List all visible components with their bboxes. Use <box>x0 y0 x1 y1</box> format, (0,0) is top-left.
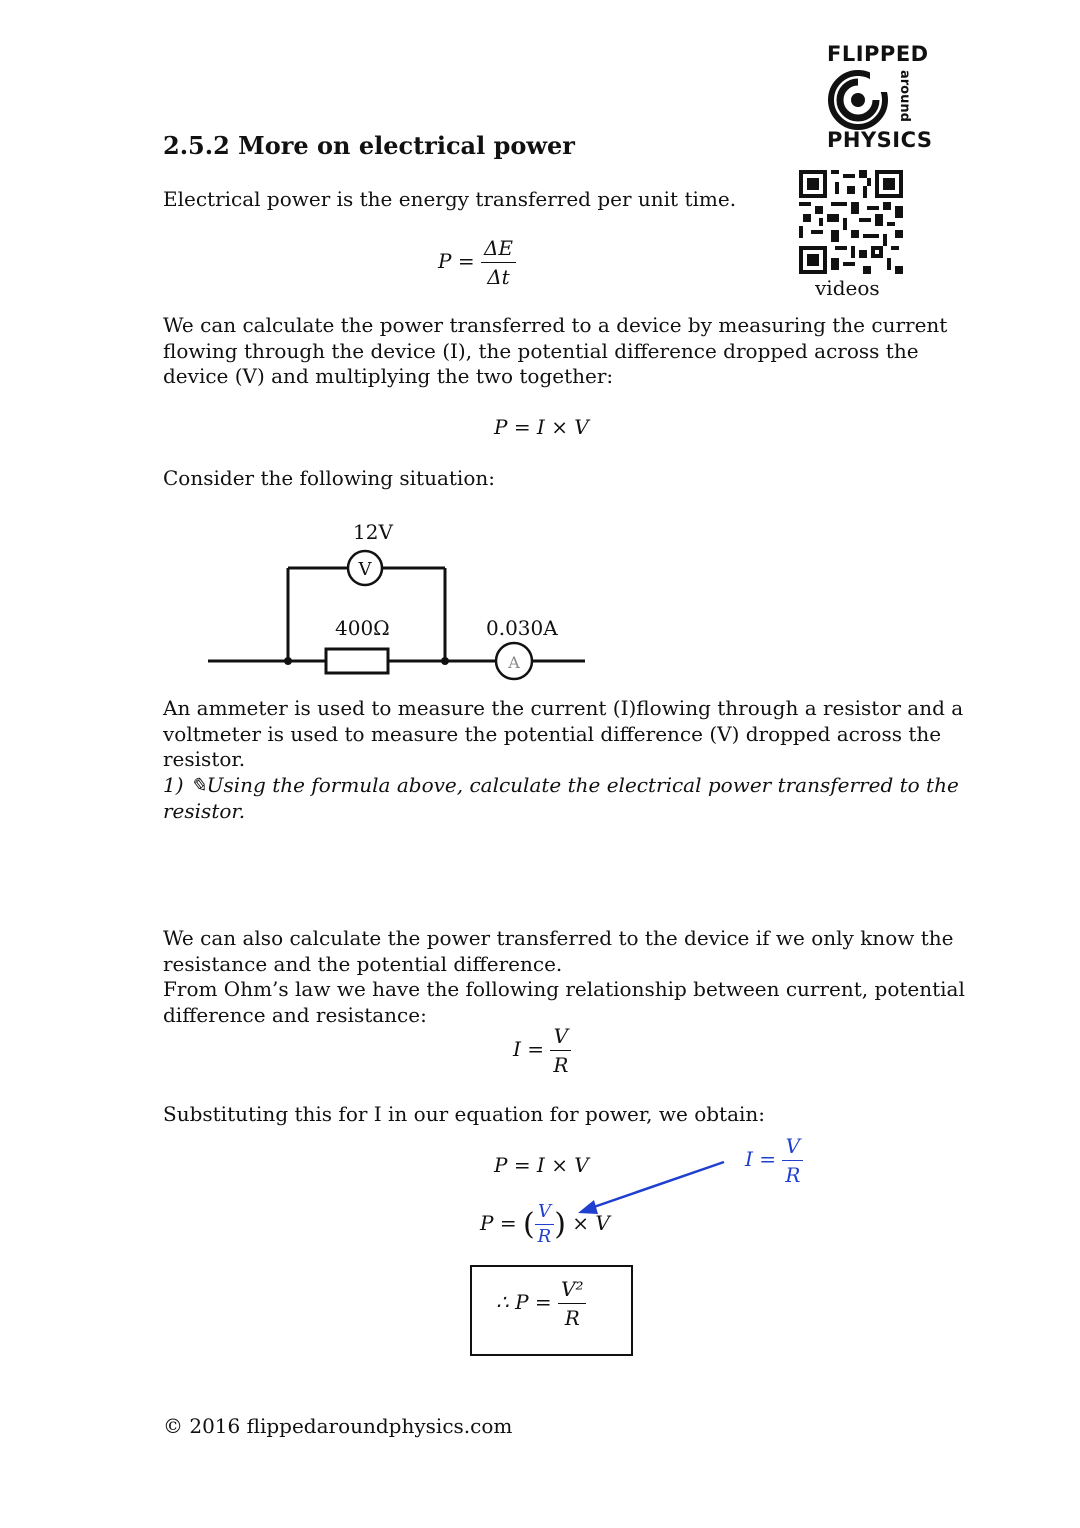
voltage-label: 12V <box>353 520 393 544</box>
substituted-equation <box>480 1202 610 1247</box>
ohms-annotation <box>745 1134 803 1187</box>
current-label: 0.030A <box>486 616 558 640</box>
question-1 <box>163 773 959 824</box>
measure-line-3: device (V) and multiplying the two together: <box>163 364 614 388</box>
eq3-lhs: I = <box>513 1037 545 1061</box>
substitution-text: Substituting this for I in our equation for power, we obtain: <box>163 1102 766 1126</box>
ohms-line-1: We can also calculate the power transferred to the device if we only know the <box>163 926 954 950</box>
question-line-2: resistor. <box>163 798 246 823</box>
ohms-line-2: resistance and the potential difference. <box>163 951 563 976</box>
annotation-denominator: R <box>785 1163 801 1187</box>
qr-code[interactable] <box>799 170 903 274</box>
power-iv-equation-2: P = I × V <box>494 1153 589 1177</box>
eq5-fraction <box>535 1202 555 1247</box>
power-energy-equation <box>438 236 516 289</box>
eq1-fraction <box>481 236 516 289</box>
ammeter-line-1: An ammeter is used to measure the current (I)flowing through a resistor and a <box>163 696 964 720</box>
resistance-label: 400Ω <box>335 616 390 640</box>
intro-paragraph: Electrical power is the energy transferred per unit time. <box>163 187 737 211</box>
logo-bottom-text: PHYSICS <box>827 128 933 152</box>
eq3-numerator: V <box>550 1024 571 1051</box>
eq3-fraction <box>550 1024 571 1077</box>
ammeter-line-3: resistor. <box>163 747 246 771</box>
eq5-numerator: V <box>535 1202 555 1225</box>
annotation-lhs: I = <box>745 1147 777 1171</box>
ammeter-line-2: voltmeter is used to measure the potential difference (V) dropped across the <box>163 721 942 746</box>
eq3-denominator: R <box>553 1053 569 1077</box>
logo-side-text: around <box>897 70 912 122</box>
annotation-fraction <box>782 1134 803 1187</box>
circuit-diagram <box>205 515 605 685</box>
eq1-lhs: P = <box>438 249 475 273</box>
final-power-equation <box>496 1277 586 1330</box>
ohms-law-paragraph <box>163 926 965 1028</box>
eq6-denominator: R <box>564 1306 580 1330</box>
measure-line-2: flowing through the device (I), the potential difference dropped across the <box>163 338 919 363</box>
consider-text: Consider the following situation: <box>163 466 495 490</box>
eq6-numerator: V² <box>558 1277 586 1304</box>
annotation-numerator: V <box>782 1134 803 1161</box>
eq6-lhs: ∴ P = <box>496 1290 552 1314</box>
copyright-footer: © 2016 flippedaroundphysics.com <box>163 1414 513 1438</box>
question-line-1: 1) ✎Using the formula above, calculate the electrical power transferred to the <box>163 773 959 797</box>
voltmeter-symbol: V <box>358 559 372 580</box>
qr-label: videos <box>815 276 880 300</box>
section-heading: 2.5.2 More on electrical power <box>163 131 575 160</box>
ohms-line-3: From Ohm’s law we have the following relationship between current, potential <box>163 977 965 1001</box>
measure-line-1: We can calculate the power transferred to a device by measuring the current <box>163 313 948 337</box>
eq5-denominator: R <box>537 1226 552 1247</box>
logo-top-text: FLIPPED <box>827 42 929 66</box>
measure-paragraph <box>163 313 947 390</box>
left-paren: ( <box>522 1207 535 1242</box>
eq6-fraction <box>558 1277 586 1330</box>
eq5-lhs: P = <box>480 1211 517 1235</box>
ohms-law-equation <box>513 1024 571 1077</box>
power-iv-equation: P = I × V <box>494 415 589 439</box>
right-paren: ) <box>554 1207 566 1242</box>
spiral-logo-icon <box>828 70 888 130</box>
ohms-line-4: difference and resistance: <box>163 1002 427 1027</box>
ammeter-symbol: A <box>508 653 520 672</box>
eq1-denominator: Δt <box>487 265 510 289</box>
ammeter-paragraph <box>163 696 963 773</box>
eq1-numerator: ΔE <box>481 236 516 263</box>
eq5-rhs: × V <box>572 1211 610 1235</box>
